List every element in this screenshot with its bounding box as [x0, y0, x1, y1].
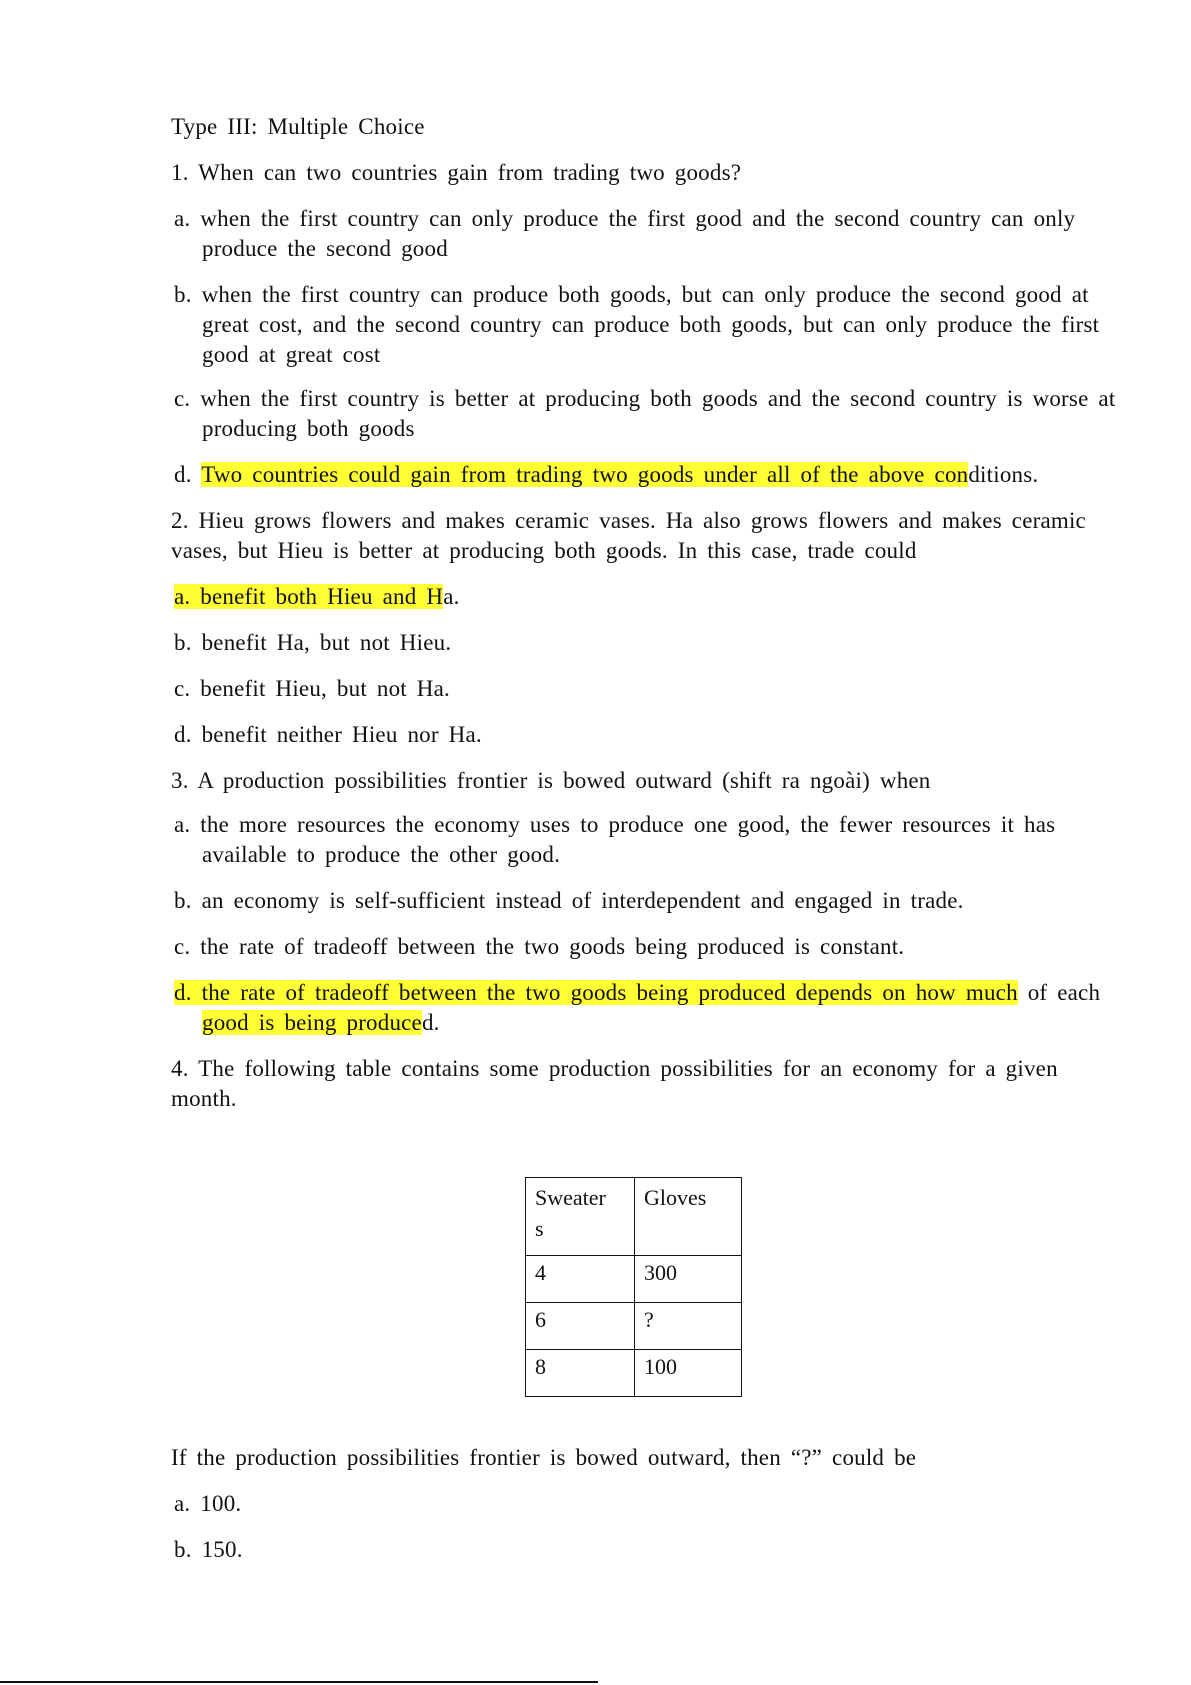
table-cell-gloves: 300	[635, 1256, 742, 1303]
q3-option-b: b. an economy is self-sufficient instead of interdependent and engaged in trade.	[174, 888, 964, 913]
q1-option-c-line1: c. when the first country is better at producing both goods and the second country is worse at	[174, 386, 1116, 411]
q4-option-b: b. 150.	[174, 1537, 243, 1562]
table-header-sweaters	[526, 1178, 635, 1256]
table-header-sweaters-line2: s	[535, 1216, 544, 1241]
q3-stem: 3. A production possibilities frontier is bowed outward (shift ra ngoài) when	[171, 768, 931, 793]
q4-stem-line2: month.	[171, 1086, 237, 1111]
table-cell-sweaters: 4	[526, 1256, 635, 1303]
table-cell-sweaters: 6	[526, 1303, 635, 1350]
q1-option-b-line1: b. when the first country can produce both goods, but can only produce the second good at	[174, 282, 1089, 307]
table-row	[526, 1350, 742, 1397]
q2-stem-line1: 2. Hieu grows flowers and makes ceramic vases. Ha also grows flowers and makes ceramic	[171, 508, 1086, 533]
table-header-gloves: Gloves	[635, 1178, 742, 1256]
q2-option-a-rest: a.	[443, 584, 460, 609]
q2-option-c: c. benefit Hieu, but not Ha.	[174, 676, 450, 701]
q3-option-a-line1: a. the more resources the economy uses to produce one good, the fewer resources it has	[174, 812, 1056, 837]
production-possibilities-table	[525, 1177, 742, 1397]
table-cell-gloves: ?	[635, 1303, 742, 1350]
q1-option-b-line2: great cost, and the second country can produce both goods, but can only produce the first	[202, 312, 1100, 337]
table-cell-gloves: 100	[635, 1350, 742, 1397]
q3-option-a-line2: available to produce the other good.	[202, 842, 561, 867]
table-row	[526, 1256, 742, 1303]
q3-option-d-highlighted-text: d. the rate of tradeoff between the two goods being produced depends on how much	[174, 980, 1018, 1005]
q1-option-d	[174, 460, 1038, 490]
q4-option-a: a. 100.	[174, 1491, 242, 1516]
q1-option-d-prefix: d.	[174, 462, 202, 487]
q3-option-d-line2-highlighted-text: good is being produce	[202, 1010, 422, 1035]
q2-option-a-highlighted-text: a. benefit both Hieu and H	[174, 584, 444, 609]
table-header-row	[526, 1178, 742, 1256]
q1-option-d-highlighted-text: Two countries could gain from trading two goods under all of the above con	[201, 462, 969, 487]
q3-option-d-line1	[174, 978, 1100, 1008]
q2-option-b: b. benefit Ha, but not Hieu.	[174, 630, 452, 655]
q1-option-a-line1: a. when the first country can only produce the first good and the second country can only	[174, 206, 1076, 231]
table-cell-sweaters: 8	[526, 1350, 635, 1397]
q3-option-d-line2-rest: d.	[421, 1010, 440, 1035]
section-title: Type III: Multiple Choice	[171, 114, 425, 139]
table-row	[526, 1303, 742, 1350]
q4-followup: If the production possibilities frontier is bowed outward, then “?” could be	[171, 1445, 917, 1470]
q1-option-c-line2: producing both goods	[202, 416, 415, 441]
table-header-sweaters-line1: Sweater	[535, 1185, 606, 1210]
q2-stem-line2: vases, but Hieu is better at producing both goods. In this case, trade could	[171, 538, 917, 563]
q1-option-a-line2: produce the second good	[202, 236, 448, 261]
q1-option-b-line3: good at great cost	[202, 342, 381, 367]
q3-option-d-line2	[202, 1008, 440, 1038]
q2-option-a	[174, 582, 460, 612]
q4-stem-line1: 4. The following table contains some production possibilities for an economy for a given	[171, 1056, 1058, 1081]
q1-stem: 1. When can two countries gain from trading two goods?	[171, 160, 742, 185]
q1-option-d-rest: ditions.	[968, 462, 1039, 487]
footer-divider	[0, 1681, 598, 1683]
q2-option-d: d. benefit neither Hieu nor Ha.	[174, 722, 482, 747]
q3-option-c: c. the rate of tradeoff between the two goods being produced is constant.	[174, 934, 905, 959]
q3-option-d-rest: of each	[1017, 980, 1101, 1005]
